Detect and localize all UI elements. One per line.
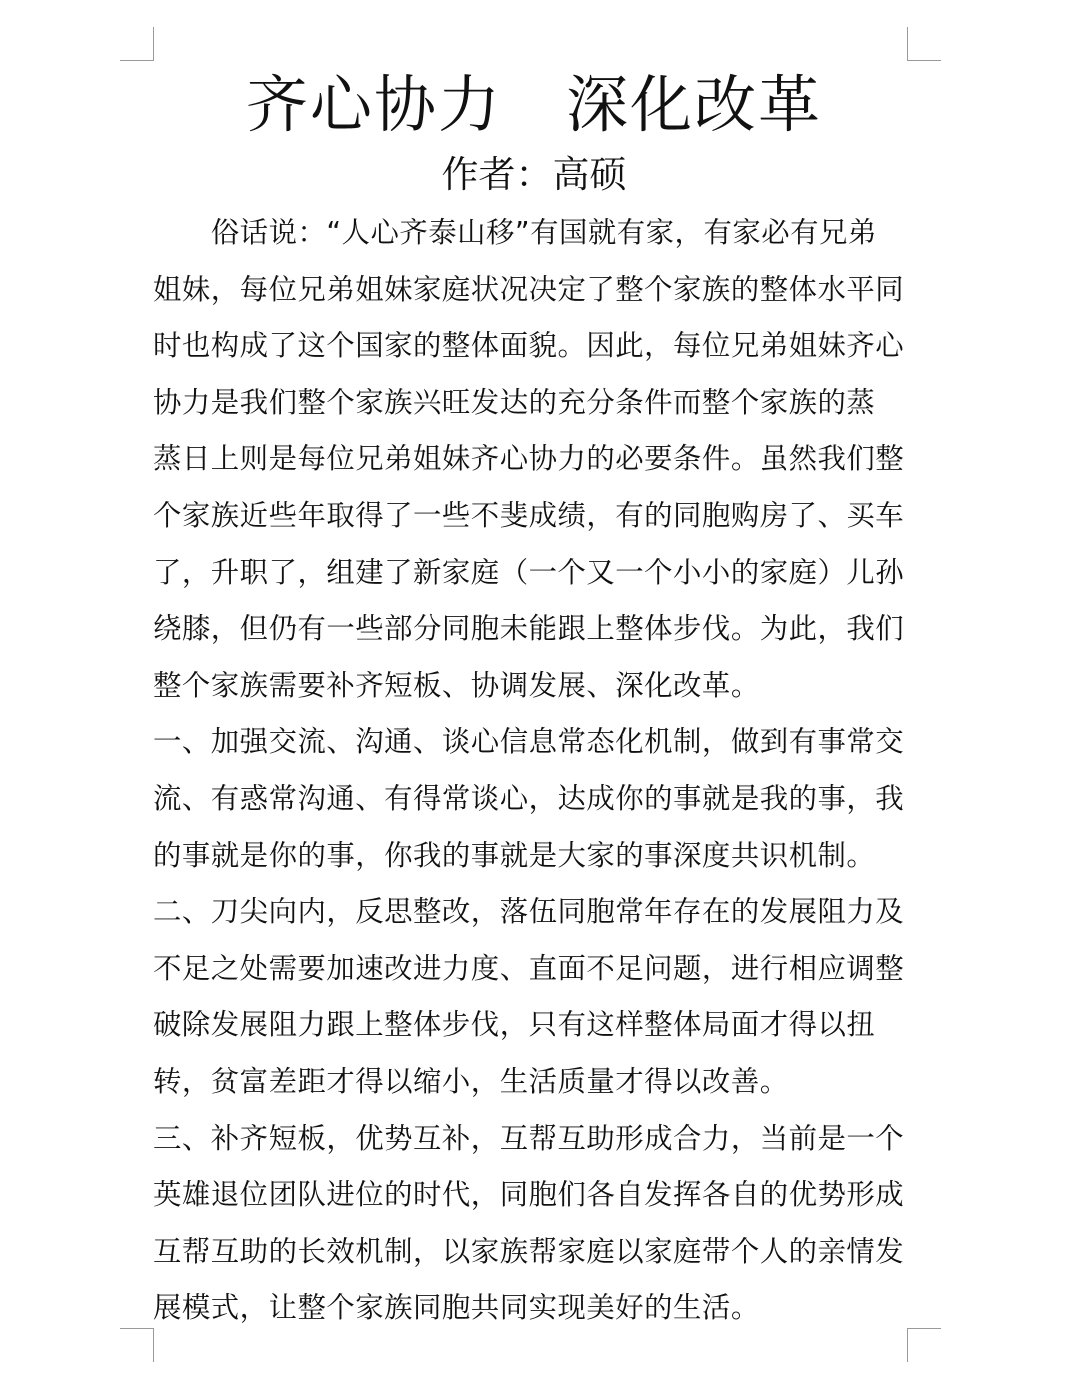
body-line: 三、补齐短板，优势互补，互帮互助形成合力，当前是一个 bbox=[153, 1121, 905, 1155]
body-line: 协力是我们整个家族兴旺发达的充分条件而整个家族的蒸 bbox=[153, 385, 876, 419]
crop-mark-bottom-left-h bbox=[120, 1328, 154, 1329]
body-line: 英雄退位团队进位的时代，同胞们各自发挥各自的优势形成 bbox=[153, 1178, 905, 1212]
crop-mark-bottom-right-v bbox=[907, 1328, 908, 1362]
crop-mark-top-right-v bbox=[907, 27, 908, 61]
document-title: 齐心协力 深化改革 bbox=[245, 68, 822, 141]
crop-mark-top-left-v bbox=[153, 27, 154, 61]
body-line: 了，升职了，组建了新家庭（一个又一个小小的家庭）儿孙 bbox=[153, 555, 905, 589]
body-line: 二、刀尖向内，反思整改，落伍同胞常年存在的发展阻力及 bbox=[153, 895, 905, 929]
document-author: 作者：高硕 bbox=[441, 153, 627, 196]
body-line: 蒸日上则是每位兄弟姐妹齐心协力的必要条件。虽然我们整 bbox=[153, 442, 905, 476]
body-line: 俗话说：“人心齐泰山移”有国就有家，有家必有兄弟 bbox=[153, 216, 877, 249]
body-line: 整个家族需要补齐短板、协调发展、深化改革。 bbox=[153, 668, 760, 702]
body-line: 时也构成了这个国家的整体面貌。因此，每位兄弟姐妹齐心 bbox=[153, 329, 905, 363]
crop-mark-bottom-right-h bbox=[907, 1328, 941, 1329]
body-line: 破除发展阻力跟上整体步伐，只有这样整体局面才得以扭 bbox=[153, 1008, 876, 1042]
body-line: 的事就是你的事，你我的事就是大家的事深度共识机制。 bbox=[153, 838, 876, 872]
body-line: 一、加强交流、沟通、谈心信息常态化机制，做到有事常交 bbox=[153, 725, 905, 759]
body-line: 转，贫富差距才得以缩小，生活质量才得以改善。 bbox=[153, 1064, 789, 1098]
body-line: 互帮互助的长效机制，以家族帮家庭以家庭带个人的亲情发 bbox=[153, 1234, 905, 1268]
body-line: 不足之处需要加速改进力度、直面不足问题，进行相应调整 bbox=[153, 951, 905, 985]
crop-mark-top-right-h bbox=[907, 60, 941, 61]
body-line: 姐妹，每位兄弟姐妹家庭状况决定了整个家族的整体水平同 bbox=[153, 272, 905, 306]
crop-mark-top-left-h bbox=[120, 60, 154, 61]
body-line: 流、有惑常沟通、有得常谈心，达成你的事就是我的事，我 bbox=[153, 781, 905, 815]
document-body bbox=[153, 205, 907, 1337]
body-line: 展模式，让整个家族同胞共同实现美好的生活。 bbox=[153, 1291, 760, 1325]
body-line: 个家族近些年取得了一些不斐成绩，有的同胞购房了、买车 bbox=[153, 498, 905, 532]
body-line: 绕膝，但仍有一些部分同胞未能跟上整体步伐。为此，我们 bbox=[153, 612, 905, 646]
